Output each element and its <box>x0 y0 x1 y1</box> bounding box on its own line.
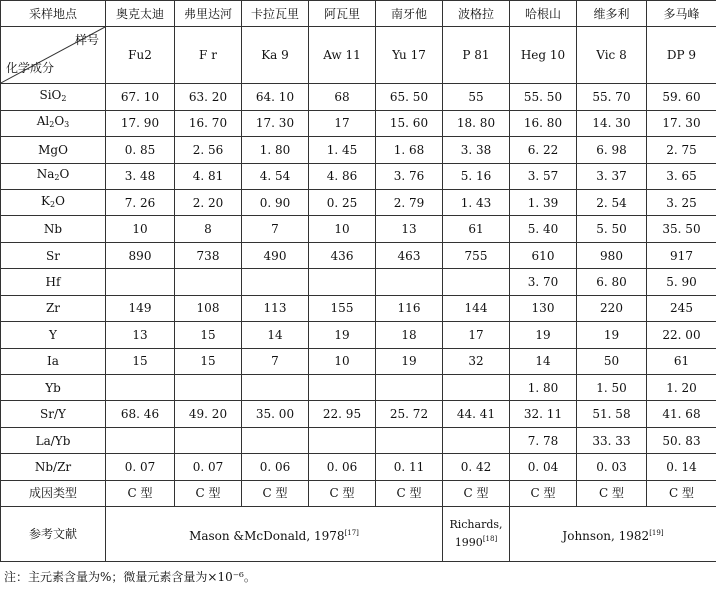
table-cell: 0. 90 <box>242 190 309 216</box>
data-row <box>1 137 716 163</box>
row-label-main: 成因类型 <box>28 486 77 501</box>
table-cell <box>309 269 376 295</box>
location-header: 波格拉 <box>443 1 510 27</box>
row-label <box>1 295 106 321</box>
table-cell: 14. 30 <box>577 110 647 136</box>
table-cell: 49. 20 <box>175 401 242 427</box>
table-cell <box>242 374 309 400</box>
table-cell: 15 <box>175 322 242 348</box>
sample-id-header: DP 9 <box>647 27 716 84</box>
row-label-main: Nb <box>43 222 63 237</box>
table-cell: 22. 95 <box>309 401 376 427</box>
table-cell: 4. 81 <box>175 163 242 189</box>
table-cell: 10 <box>309 348 376 374</box>
table-cell: 7. 26 <box>106 190 175 216</box>
table-cell: 13 <box>376 216 443 242</box>
table-cell: 15 <box>106 348 175 374</box>
table-cell: 490 <box>242 242 309 268</box>
table-cell: 67. 10 <box>106 84 175 110</box>
table-cell: 18 <box>376 322 443 348</box>
data-row <box>1 269 716 295</box>
table-cell <box>106 374 175 400</box>
table-cell: 6. 22 <box>510 137 577 163</box>
reference-cell <box>510 507 716 562</box>
data-row <box>1 454 716 480</box>
table-cell: 0. 11 <box>376 454 443 480</box>
table-cell: 6. 80 <box>577 269 647 295</box>
reference-label: 参考文献 <box>1 507 106 562</box>
table-cell <box>175 374 242 400</box>
table-cell: 1. 80 <box>510 374 577 400</box>
table-cell <box>242 427 309 453</box>
data-row <box>1 427 716 453</box>
table-cell: 610 <box>510 242 577 268</box>
table-cell: 6. 98 <box>577 137 647 163</box>
table-cell: 14 <box>510 348 577 374</box>
row-label-main: Sr/Y <box>40 407 66 422</box>
table-cell: 25. 72 <box>376 401 443 427</box>
table-cell: C 型 <box>106 480 175 506</box>
table-cell: 51. 58 <box>577 401 647 427</box>
table-cell <box>376 374 443 400</box>
sample-id-header: Vic 8 <box>577 27 647 84</box>
row-label <box>1 269 106 295</box>
table-cell: 155 <box>309 295 376 321</box>
row-label <box>1 137 106 163</box>
table-cell: 0. 07 <box>175 454 242 480</box>
table-cell: 10 <box>106 216 175 242</box>
table-cell: 32 <box>443 348 510 374</box>
table-cell: 1. 50 <box>577 374 647 400</box>
table-cell: 5. 90 <box>647 269 716 295</box>
reference-text: Johnson, 1982 <box>562 528 650 543</box>
row-label <box>1 110 106 136</box>
table-cell: 3. 70 <box>510 269 577 295</box>
sample-id-header: Aw 11 <box>309 27 376 84</box>
diagonal-header-cell <box>1 27 106 84</box>
table-cell: 1. 80 <box>242 137 309 163</box>
table-cell: 220 <box>577 295 647 321</box>
table-cell <box>175 427 242 453</box>
table-cell: 55 <box>443 84 510 110</box>
table-cell: 3. 37 <box>577 163 647 189</box>
location-header: 奥克太迪 <box>106 1 175 27</box>
sample-id-header: Yu 17 <box>376 27 443 84</box>
diag-lower-label: 化学成分 <box>6 61 55 76</box>
table-cell: 17 <box>443 322 510 348</box>
row-label-subscript: 2 <box>61 94 67 104</box>
table-cell <box>376 269 443 295</box>
row-label-subscript: 3 <box>64 120 70 130</box>
table-cell: 2. 54 <box>577 190 647 216</box>
table-cell <box>309 374 376 400</box>
row-label-main: K <box>41 193 51 208</box>
table-cell: C 型 <box>309 480 376 506</box>
table-cell: 5. 40 <box>510 216 577 242</box>
table-cell: 116 <box>376 295 443 321</box>
table-cell: 980 <box>577 242 647 268</box>
sample-id-header-row <box>1 27 716 84</box>
sample-id-header: P 81 <box>443 27 510 84</box>
table-cell: 19 <box>510 322 577 348</box>
table-cell: 17 <box>309 110 376 136</box>
row-label <box>1 216 106 242</box>
data-row <box>1 190 716 216</box>
table-cell: 5. 16 <box>443 163 510 189</box>
data-row <box>1 84 716 110</box>
table-cell <box>443 427 510 453</box>
row-label-rest: O <box>59 167 70 182</box>
table-cell: 144 <box>443 295 510 321</box>
data-row <box>1 480 716 506</box>
table-cell: 0. 04 <box>510 454 577 480</box>
row-label-main: SiO <box>39 88 62 103</box>
location-header: 哈根山 <box>510 1 577 27</box>
location-header: 维多利 <box>577 1 647 27</box>
row-label-main: Na <box>36 167 55 182</box>
table-cell: 32. 11 <box>510 401 577 427</box>
corner-label: 采样地点 <box>1 1 106 27</box>
table-cell: 2. 79 <box>376 190 443 216</box>
table-cell: C 型 <box>647 480 716 506</box>
row-label <box>1 84 106 110</box>
row-label <box>1 480 106 506</box>
table-cell: 35. 50 <box>647 216 716 242</box>
row-label-subscript: 2 <box>50 199 56 209</box>
table-cell: 4. 54 <box>242 163 309 189</box>
table-cell: 55. 70 <box>577 84 647 110</box>
table-cell: 10 <box>309 216 376 242</box>
table-cell: C 型 <box>376 480 443 506</box>
table-cell: 7. 78 <box>510 427 577 453</box>
table-cell <box>309 427 376 453</box>
table-cell: C 型 <box>242 480 309 506</box>
table-cell: 8 <box>175 216 242 242</box>
row-label-subscript: 2 <box>49 120 55 130</box>
table-cell: 44. 41 <box>443 401 510 427</box>
table-cell: 1. 45 <box>309 137 376 163</box>
table-cell <box>242 269 309 295</box>
table-cell: 14 <box>242 322 309 348</box>
table-cell: 17. 30 <box>242 110 309 136</box>
row-label-main: Hf <box>45 274 61 289</box>
data-row <box>1 242 716 268</box>
location-header: 多马峰 <box>647 1 716 27</box>
location-header: 弗里达河 <box>175 1 242 27</box>
table-cell <box>443 269 510 295</box>
table-cell: C 型 <box>510 480 577 506</box>
table-cell: 17. 90 <box>106 110 175 136</box>
row-label <box>1 190 106 216</box>
reference-text: Richards, 1990 <box>449 518 503 550</box>
table-cell: 2. 56 <box>175 137 242 163</box>
table-cell: 68 <box>309 84 376 110</box>
table-cell: 19 <box>309 322 376 348</box>
table-cell: 64. 10 <box>242 84 309 110</box>
row-label-subscript: 2 <box>54 173 60 183</box>
table-cell: 19 <box>577 322 647 348</box>
table-cell: 22. 00 <box>647 322 716 348</box>
table-cell: 1. 39 <box>510 190 577 216</box>
table-cell: 2. 75 <box>647 137 716 163</box>
table-cell: 463 <box>376 242 443 268</box>
table-cell <box>106 427 175 453</box>
table-cell: 3. 48 <box>106 163 175 189</box>
table-cell: C 型 <box>577 480 647 506</box>
table-cell: 63. 20 <box>175 84 242 110</box>
table-cell: 108 <box>175 295 242 321</box>
table-cell: 7 <box>242 348 309 374</box>
table-cell: 2. 20 <box>175 190 242 216</box>
row-label <box>1 242 106 268</box>
table-cell: 59. 60 <box>647 84 716 110</box>
table-cell: 3. 38 <box>443 137 510 163</box>
table-cell: 0. 03 <box>577 454 647 480</box>
table-cell: 18. 80 <box>443 110 510 136</box>
row-label-main: La/Yb <box>35 433 71 448</box>
table-cell: 16. 70 <box>175 110 242 136</box>
reference-row <box>1 507 716 562</box>
reference-cell <box>443 507 510 562</box>
sample-id-header: Ka 9 <box>242 27 309 84</box>
table-note: 注：主元素含量为%；微量元素含量为×10⁻⁶。 <box>4 570 256 584</box>
table-cell: 3. 76 <box>376 163 443 189</box>
table-cell: 1. 43 <box>443 190 510 216</box>
row-label <box>1 401 106 427</box>
row-label <box>1 427 106 453</box>
table-cell: 13 <box>106 322 175 348</box>
reference-cell <box>106 507 443 562</box>
reference-citation: [19] <box>649 528 664 537</box>
location-header: 卡拉瓦里 <box>242 1 309 27</box>
reference-text: Mason &McDonald, 1978 <box>189 528 345 543</box>
table-cell: 755 <box>443 242 510 268</box>
data-row <box>1 322 716 348</box>
table-cell: 738 <box>175 242 242 268</box>
row-label <box>1 374 106 400</box>
table-cell: 917 <box>647 242 716 268</box>
data-row <box>1 374 716 400</box>
row-label-main: Ia <box>47 354 59 369</box>
table-cell: 1. 68 <box>376 137 443 163</box>
row-label <box>1 322 106 348</box>
location-header: 南牙他 <box>376 1 443 27</box>
table-cell: C 型 <box>175 480 242 506</box>
row-label-main: Sr <box>46 248 60 263</box>
row-label-main: MgO <box>38 142 68 157</box>
table-cell: 41. 68 <box>647 401 716 427</box>
row-label <box>1 163 106 189</box>
table-cell: 0. 06 <box>309 454 376 480</box>
row-label-main: Al <box>36 114 50 129</box>
table-cell: 436 <box>309 242 376 268</box>
table-cell: 35. 00 <box>242 401 309 427</box>
row-label-main: Yb <box>45 380 61 395</box>
data-row <box>1 216 716 242</box>
table-cell: 5. 50 <box>577 216 647 242</box>
row-label-main: Y <box>49 327 57 342</box>
table-cell: 61 <box>443 216 510 242</box>
table-cell: 130 <box>510 295 577 321</box>
sample-id-header: F r <box>175 27 242 84</box>
table-cell: 149 <box>106 295 175 321</box>
table-cell: 0. 25 <box>309 190 376 216</box>
sample-id-header: Fu2 <box>106 27 175 84</box>
table-cell: 68. 46 <box>106 401 175 427</box>
table-cell: 61 <box>647 348 716 374</box>
table-cell: 50. 83 <box>647 427 716 453</box>
data-row <box>1 163 716 189</box>
table-cell: 3. 57 <box>510 163 577 189</box>
data-row <box>1 401 716 427</box>
location-header: 阿瓦里 <box>309 1 376 27</box>
table-cell: 890 <box>106 242 175 268</box>
table-cell: 4. 86 <box>309 163 376 189</box>
row-label <box>1 348 106 374</box>
reference-citation: [18] <box>482 535 498 544</box>
table-cell: 7 <box>242 216 309 242</box>
diag-upper-label: 样号 <box>74 33 99 48</box>
table-cell: 50 <box>577 348 647 374</box>
table-cell: 65. 50 <box>376 84 443 110</box>
table-cell: 19 <box>376 348 443 374</box>
table-cell: C 型 <box>443 480 510 506</box>
table-cell: 55. 50 <box>510 84 577 110</box>
table-cell: 16. 80 <box>510 110 577 136</box>
table-cell <box>376 427 443 453</box>
table-cell: 15. 60 <box>376 110 443 136</box>
row-label-main: Nb/Zr <box>34 459 72 474</box>
row-label <box>1 454 106 480</box>
table-cell: 15 <box>175 348 242 374</box>
row-label-rest: O <box>54 114 65 129</box>
table-cell: 0. 06 <box>242 454 309 480</box>
reference-citation: [17] <box>344 528 359 537</box>
table-cell: 0. 85 <box>106 137 175 163</box>
table-cell: 17. 30 <box>647 110 716 136</box>
data-row <box>1 295 716 321</box>
row-label-rest: O <box>55 193 65 208</box>
table-cell <box>106 269 175 295</box>
table-cell: 0. 07 <box>106 454 175 480</box>
table-cell: 0. 14 <box>647 454 716 480</box>
sample-id-header: Heg 10 <box>510 27 577 84</box>
location-header-row <box>1 1 716 27</box>
table-cell: 33. 33 <box>577 427 647 453</box>
data-row <box>1 348 716 374</box>
table-cell: 3. 25 <box>647 190 716 216</box>
table-cell <box>175 269 242 295</box>
table-cell: 3. 65 <box>647 163 716 189</box>
table-cell <box>443 374 510 400</box>
row-label-main: Zr <box>45 301 61 316</box>
table-cell: 113 <box>242 295 309 321</box>
table-cell: 245 <box>647 295 716 321</box>
data-row <box>1 110 716 136</box>
table-cell: 0. 42 <box>443 454 510 480</box>
table-cell: 1. 20 <box>647 374 716 400</box>
